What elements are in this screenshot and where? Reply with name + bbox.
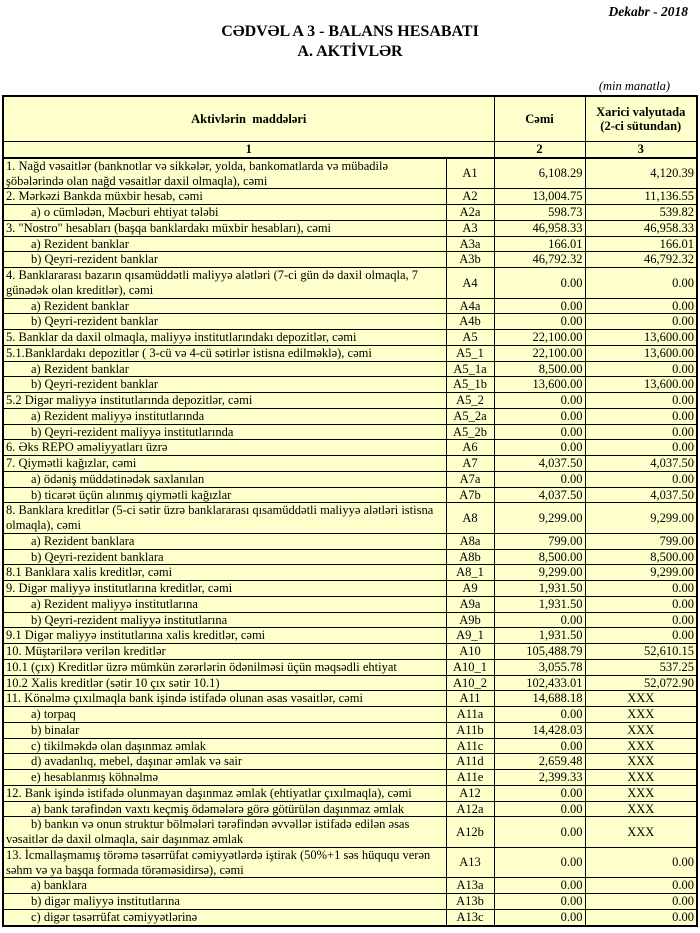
foreign-value-cell: 13,600.00 [585, 330, 697, 346]
col-header-total: Cəmi [494, 96, 585, 142]
total-value-cell: 22,100.00 [494, 330, 585, 346]
table-row [3, 268, 697, 299]
row-code: A10 [446, 644, 494, 660]
foreign-input-cell[interactable]: 4,120.39 [585, 158, 697, 189]
foreign-input-cell[interactable]: 539.82 [585, 205, 697, 221]
row-label: 13. İcmallaşmamış törəmə təsərrüfat cəmiyyətlərdə iştirak (50%+1 səs hüququ verən səhm və ya başqa formada törəməsidirsə), cəmi [3, 847, 446, 878]
row-code: A8a [446, 533, 494, 549]
report-date: Dekabr - 2018 [608, 4, 688, 19]
foreign-value-cell: 0.00 [585, 909, 697, 925]
table-row [3, 205, 697, 221]
row-code: A5_2b [446, 424, 494, 440]
table-row [3, 220, 697, 236]
table-row [3, 236, 697, 252]
table-row [3, 612, 697, 628]
table-row [3, 596, 697, 612]
table-row [3, 565, 697, 581]
table-row [3, 801, 697, 817]
foreign-value-cell: 166.01 [585, 236, 697, 252]
total-value-cell: 166.01 [494, 236, 585, 252]
row-code: A9 [446, 581, 494, 597]
row-label: 10. Müştərilərə verilən kreditlər [3, 644, 446, 660]
table-row [3, 158, 697, 189]
row-label: a) Rezident maliyyə institutlarına [3, 596, 446, 612]
table-row [3, 345, 697, 361]
table-row [3, 754, 697, 770]
total-input-cell[interactable]: 2,659.48 [494, 754, 585, 770]
table-row [3, 189, 697, 205]
foreign-value-cell: 9,299.00 [585, 565, 697, 581]
table-row [3, 878, 697, 894]
total-value-cell: 0.00 [494, 393, 585, 409]
row-code: A6 [446, 440, 494, 456]
foreign-input-cell[interactable]: 11,136.55 [585, 189, 697, 205]
table-row [3, 503, 697, 534]
table-row [3, 707, 697, 723]
foreign-value-cell: 52,610.15 [585, 644, 697, 660]
row-code: A3 [446, 220, 494, 236]
row-label: 8.1 Banklara xalis kreditlər, cəmi [3, 565, 446, 581]
foreign-value-cell: XXX [585, 754, 697, 770]
foreign-value-cell: XXX [585, 707, 697, 723]
table-row [3, 377, 697, 393]
table-row [3, 252, 697, 268]
foreign-value-cell: 0.00 [585, 894, 697, 910]
row-code: A5_1a [446, 361, 494, 377]
total-value-cell: 46,958.33 [494, 220, 585, 236]
table-row [3, 847, 697, 878]
total-value-cell: 0.00 [494, 847, 585, 878]
row-code: A13a [446, 878, 494, 894]
total-value-cell: 4,037.50 [494, 456, 585, 472]
row-code: A10_1 [446, 659, 494, 675]
total-value-cell: 8,500.00 [494, 549, 585, 565]
foreign-value-cell: XXX [585, 691, 697, 707]
balance-sheet-table [2, 95, 698, 927]
foreign-value-cell: 0.00 [585, 878, 697, 894]
total-value-cell: 0.00 [494, 785, 585, 801]
total-value-cell: 0.00 [494, 801, 585, 817]
table-row [3, 456, 697, 472]
row-code: A1 [446, 158, 494, 189]
total-value-cell: 105,488.79 [494, 644, 585, 660]
row-code: A5 [446, 330, 494, 346]
row-label: a) ödəniş müddətinədək saxlanılan [3, 471, 446, 487]
col-number-2: 2 [494, 142, 585, 158]
row-label: a) Rezident banklar [3, 298, 446, 314]
row-label: a) Rezident banklar [3, 361, 446, 377]
row-label: a) Rezident banklara [3, 533, 446, 549]
row-label: 3. "Nostro" hesabları (başqa banklardakı müxbir hesabları), cəmi [3, 220, 446, 236]
foreign-value-cell: 13,600.00 [585, 345, 697, 361]
row-label: a) torpaq [3, 707, 446, 723]
table-row [3, 549, 697, 565]
row-label: 8. Banklara kreditlər (5-ci sətir üzrə banklararası qısamüddətli maliyyə alətləri istisna olmaqla), cəmi [3, 503, 446, 534]
total-value-cell: 0.00 [494, 909, 585, 925]
row-label: b) Qeyri-rezident maliyyə institutlarında [3, 424, 446, 440]
foreign-value-cell: 0.00 [585, 298, 697, 314]
total-input-cell[interactable]: 0.00 [494, 707, 585, 723]
row-code: A8_1 [446, 565, 494, 581]
row-label: 4. Banklararası bazarın qısamüddətli maliyyə alətləri (7-ci gün də daxil olmaqla, 7 günədək olan kreditlər), cəmi [3, 268, 446, 299]
total-value-cell: 0.00 [494, 471, 585, 487]
row-code: A7b [446, 487, 494, 503]
total-value-cell: 22,100.00 [494, 345, 585, 361]
row-code: A11d [446, 754, 494, 770]
col-number-1: 1 [3, 142, 494, 158]
row-code: A4b [446, 314, 494, 330]
table-row [3, 659, 697, 675]
total-input-cell[interactable]: 13,004.75 [494, 189, 585, 205]
col-header-items: Aktivlərin maddələri [3, 96, 494, 142]
table-row [3, 314, 697, 330]
foreign-value-cell: 537.25 [585, 659, 697, 675]
row-code: A12a [446, 801, 494, 817]
row-code: A12 [446, 785, 494, 801]
row-code: A9a [446, 596, 494, 612]
row-code: A13 [446, 847, 494, 878]
row-label: b) Qeyri-rezident banklar [3, 314, 446, 330]
foreign-value-cell: 4,037.50 [585, 487, 697, 503]
row-code: A11c [446, 738, 494, 754]
row-code: A8b [446, 549, 494, 565]
row-code: A2a [446, 205, 494, 221]
total-value-cell: 9,299.00 [494, 503, 585, 534]
row-code: A11b [446, 722, 494, 738]
foreign-value-cell: 0.00 [585, 268, 697, 299]
row-label: b) Qeyri-rezident maliyyə institutlarına [3, 612, 446, 628]
total-input-cell[interactable]: 14,428.03 [494, 722, 585, 738]
foreign-value-cell: 0.00 [585, 596, 697, 612]
total-value-cell: 9,299.00 [494, 565, 585, 581]
row-label: 5. Banklar da daxil olmaqla, maliyyə institutlarındakı depozitlər, cəmi [3, 330, 446, 346]
row-code: A4 [446, 268, 494, 299]
total-value-cell: 0.00 [494, 424, 585, 440]
foreign-value-cell: 0.00 [585, 393, 697, 409]
row-label: b) Qeyri-rezident banklara [3, 549, 446, 565]
foreign-value-cell: 0.00 [585, 581, 697, 597]
foreign-value-cell: 0.00 [585, 361, 697, 377]
row-label: 5.1.Banklardakı depozitlər ( 3-cü və 4-cü sətirlər istisna edilməklə), cəmi [3, 345, 446, 361]
table-row [3, 894, 697, 910]
row-code: A5_1b [446, 377, 494, 393]
table-body [3, 158, 697, 926]
foreign-value-cell: XXX [585, 801, 697, 817]
table-row [3, 471, 697, 487]
row-label: a) banklara [3, 878, 446, 894]
row-code: A11e [446, 770, 494, 786]
row-code: A9_1 [446, 628, 494, 644]
row-label: a) Rezident banklar [3, 236, 446, 252]
row-code: A13b [446, 894, 494, 910]
row-code: A12b [446, 817, 494, 848]
row-code: A4a [446, 298, 494, 314]
foreign-value-cell: XXX [585, 785, 697, 801]
total-input-cell[interactable]: 0.00 [494, 738, 585, 754]
row-code: A10_2 [446, 675, 494, 691]
table-row [3, 770, 697, 786]
table-row [3, 330, 697, 346]
table-row [3, 487, 697, 503]
row-label: c) tikilməkdə olan daşınmaz əmlak [3, 738, 446, 754]
total-input-cell[interactable]: 2,399.33 [494, 770, 585, 786]
row-label: b) digər maliyyə institutlarına [3, 894, 446, 910]
row-label: 2. Mərkəzi Bankda müxbir hesab, cəmi [3, 189, 446, 205]
total-value-cell: 0.00 [494, 878, 585, 894]
foreign-value-cell: XXX [585, 722, 697, 738]
table-row [3, 298, 697, 314]
row-code: A7a [446, 471, 494, 487]
report-title [0, 22, 700, 63]
row-label: 12. Bank işində istifadə olunmayan daşınmaz əmlak (ehtiyatlar çıxılmaqla), cəmi [3, 785, 446, 801]
total-value-cell: 1,931.50 [494, 628, 585, 644]
row-code: A5_2 [446, 393, 494, 409]
total-value-cell: 0.00 [494, 817, 585, 848]
total-value-cell: 0.00 [494, 612, 585, 628]
table-row [3, 691, 697, 707]
row-code: A9b [446, 612, 494, 628]
total-value-cell: 4,037.50 [494, 487, 585, 503]
foreign-value-cell: 4,037.50 [585, 456, 697, 472]
row-label: a) bank tərəfindən vaxtı keçmiş ödəmələrə görə götürülən daşınmaz əmlak [3, 801, 446, 817]
total-value-cell: 0.00 [494, 314, 585, 330]
row-label: 10.2 Xalis kreditlər (sətir 10 çıx sətir 10.1) [3, 675, 446, 691]
foreign-value-cell: 0.00 [585, 440, 697, 456]
total-value-cell: 0.00 [494, 440, 585, 456]
row-code: A3b [446, 252, 494, 268]
foreign-value-cell: XXX [585, 770, 697, 786]
col-number-3: 3 [585, 142, 697, 158]
table-row [3, 361, 697, 377]
table-header-row [3, 96, 697, 142]
foreign-value-cell: 0.00 [585, 408, 697, 424]
total-value-cell: 0.00 [494, 894, 585, 910]
row-code: A2 [446, 189, 494, 205]
table-row [3, 817, 697, 848]
total-value-cell: 3,055.78 [494, 659, 585, 675]
foreign-value-cell: 9,299.00 [585, 503, 697, 534]
row-label: b) bankın və onun struktur bölmələri tərəfindən əvvəllər istifadə edilən əsas vəsaitlər də daxil olmaqla, sair daşınmaz əmlak [3, 817, 446, 848]
table-row [3, 738, 697, 754]
total-value-cell: 0.00 [494, 268, 585, 299]
foreign-value-cell: 0.00 [585, 847, 697, 878]
foreign-value-cell: 46,958.33 [585, 220, 697, 236]
row-label: e) hesablanmış köhnəlmə [3, 770, 446, 786]
unit-note: (min manatla) [598, 78, 670, 93]
total-value-cell: 14,688.18 [494, 691, 585, 707]
row-label: c) digər təsərrüfat cəmiyyətlərinə [3, 909, 446, 925]
row-label: 9. Digər maliyyə institutlarına kreditlər, cəmi [3, 581, 446, 597]
foreign-value-cell: XXX [585, 817, 697, 848]
table-row [3, 393, 697, 409]
row-label: 5.2 Digər maliyyə institutlarında depozitlər, cəmi [3, 393, 446, 409]
table-row [3, 675, 697, 691]
row-code: A11a [446, 707, 494, 723]
row-label: 11. Könəlmə çıxılmaqla bank işində istifadə olunan əsas vəsaitlər, cəmi [3, 691, 446, 707]
table-row [3, 909, 697, 925]
row-label: 6. Əks REPO əməliyyatları üzrə [3, 440, 446, 456]
row-code: A7 [446, 456, 494, 472]
row-code: A5_1 [446, 345, 494, 361]
foreign-value-cell: 0.00 [585, 612, 697, 628]
column-number-row [3, 142, 697, 158]
foreign-value-cell: 8,500.00 [585, 549, 697, 565]
table-row [3, 628, 697, 644]
total-value-cell: 799.00 [494, 533, 585, 549]
foreign-value-cell: 0.00 [585, 628, 697, 644]
table-row [3, 440, 697, 456]
foreign-value-cell: XXX [585, 738, 697, 754]
report-title-line2: A. AKTİVLƏR [297, 43, 403, 61]
total-value-cell: 8,500.00 [494, 361, 585, 377]
row-code: A5_2a [446, 408, 494, 424]
foreign-value-cell: 0.00 [585, 471, 697, 487]
total-value-cell: 46,792.32 [494, 252, 585, 268]
row-label: a) o cümlədən, Məcburi ehtiyat tələbi [3, 205, 446, 221]
total-value-cell: 0.00 [494, 408, 585, 424]
foreign-value-cell: 0.00 [585, 314, 697, 330]
table-row [3, 581, 697, 597]
table-row [3, 785, 697, 801]
total-value-cell: 13,600.00 [494, 377, 585, 393]
row-code: A8 [446, 503, 494, 534]
table-row [3, 644, 697, 660]
table-row [3, 722, 697, 738]
total-value-cell: 102,433.01 [494, 675, 585, 691]
row-label: b) Qeyri-rezident banklar [3, 377, 446, 393]
row-label: 7. Qiymətli kağızlar, cəmi [3, 456, 446, 472]
row-code: A11 [446, 691, 494, 707]
row-label: b) Qeyri-rezident banklar [3, 252, 446, 268]
row-label: d) avadanlıq, mebel, daşınar əmlak və sair [3, 754, 446, 770]
foreign-value-cell: 799.00 [585, 533, 697, 549]
total-value-cell: 1,931.50 [494, 596, 585, 612]
row-code: A13c [446, 909, 494, 925]
total-input-cell[interactable]: 6,108.29 [494, 158, 585, 189]
row-label: b) ticarət üçün alınmış qiymətli kağızlar [3, 487, 446, 503]
foreign-value-cell: 0.00 [585, 424, 697, 440]
foreign-value-cell: 13,600.00 [585, 377, 697, 393]
row-code: A3a [446, 236, 494, 252]
total-value-cell: 1,931.50 [494, 581, 585, 597]
row-label: 1. Nağd vəsaitlər (banknotlar və sikkələr, yolda, bankomatlarda və mübadilə şöbələrində olan nağd vəsaitlər daxil olmaqla), cəmi [3, 158, 446, 189]
report-title-line1: CƏDVƏL A 3 - BALANS HESABATI [221, 23, 479, 40]
row-label: b) binalar [3, 722, 446, 738]
row-label: 10.1 (çıx) Kreditlər üzrə mümkün zərərlərin ödənilməsi üçün məqsədli ehtiyat [3, 659, 446, 675]
foreign-value-cell: 46,792.32 [585, 252, 697, 268]
total-value-cell: 0.00 [494, 298, 585, 314]
table-row [3, 424, 697, 440]
row-label: a) Rezident maliyyə institutlarında [3, 408, 446, 424]
table-row [3, 533, 697, 549]
total-input-cell[interactable]: 598.73 [494, 205, 585, 221]
col-header-foreign: Xarici valyutada (2-ci sütundan) [585, 96, 697, 142]
row-label: 9.1 Digər maliyyə institutlarına xalis kreditlər, cəmi [3, 628, 446, 644]
table-row [3, 408, 697, 424]
foreign-value-cell: 52,072.90 [585, 675, 697, 691]
